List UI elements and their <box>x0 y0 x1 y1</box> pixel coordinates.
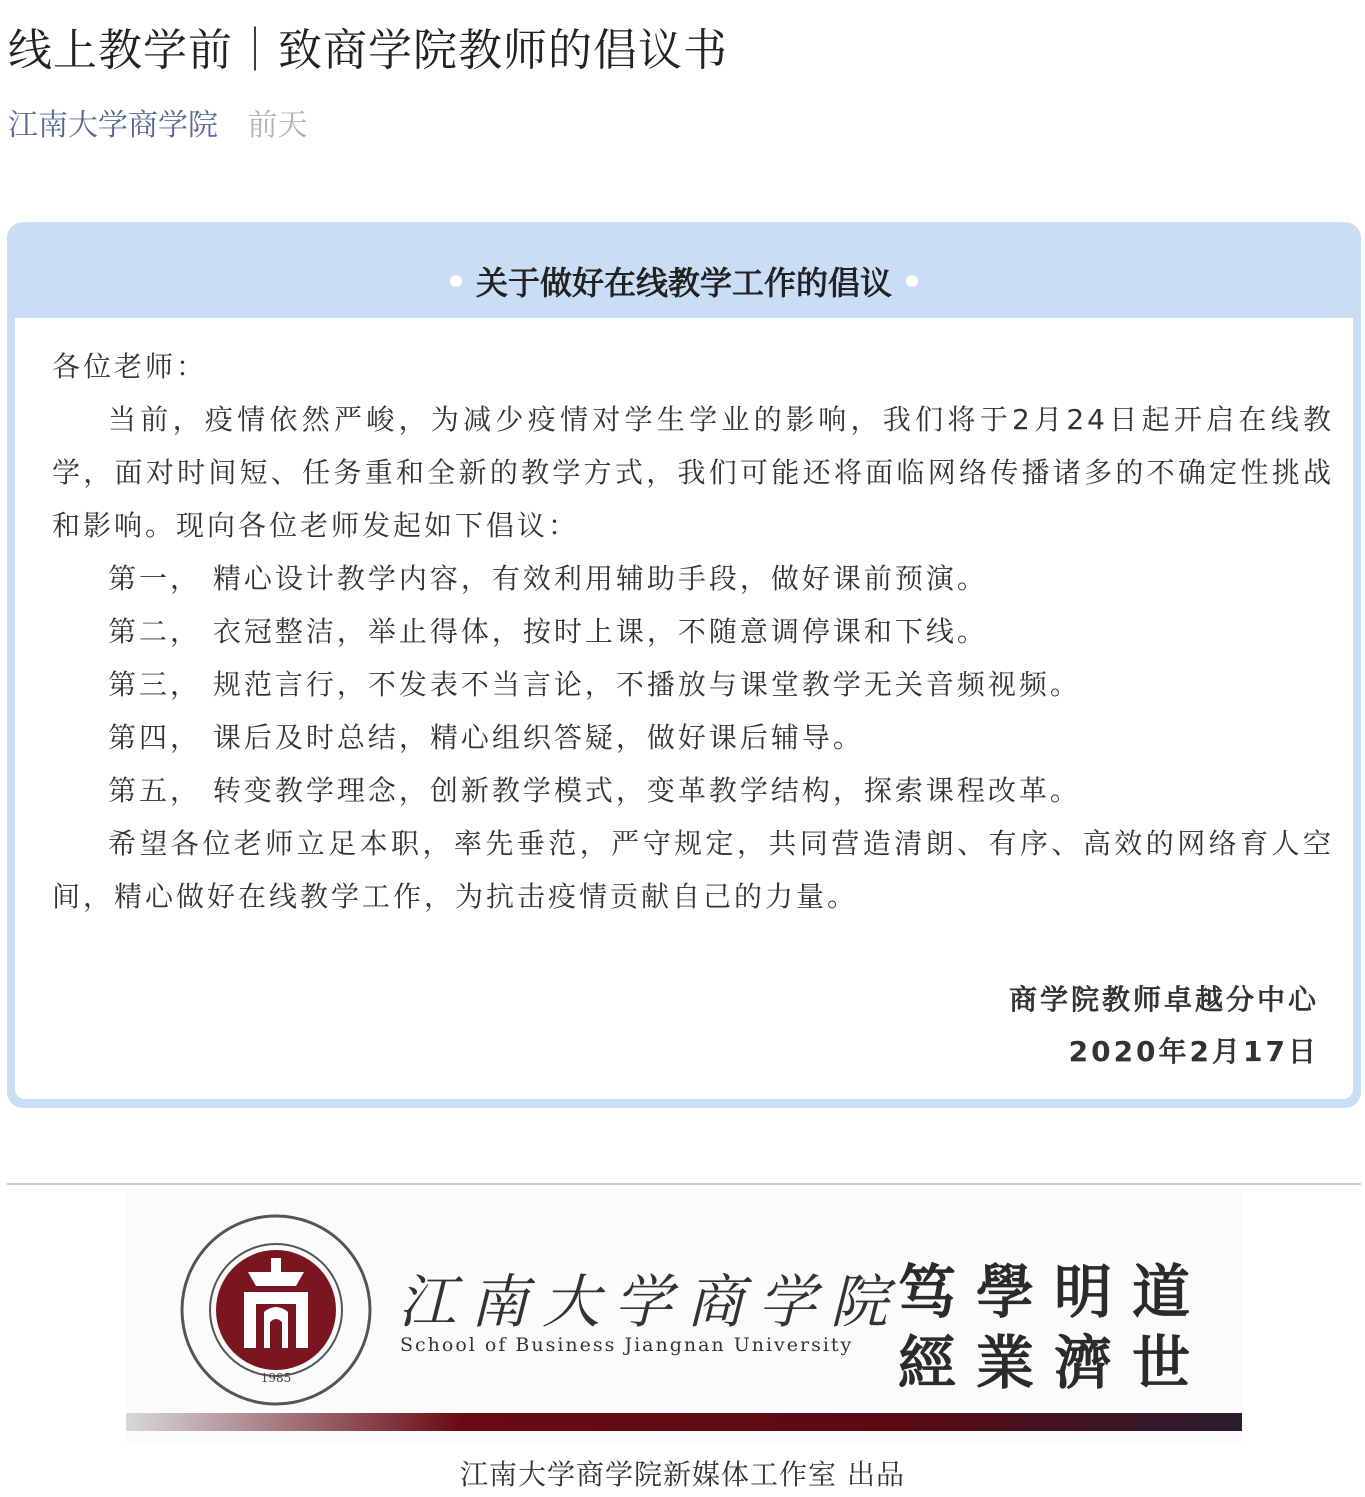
intro-paragraph: 当前，疫情依然严峻，为减少疫情对学生学业的影响，我们将于2月24日起开启在线教学，面对时间短、任务重和全新的教学方式，我们可能还将面临网络传播诸多的不确定性挑战和影响。现向各位老师发起如下倡议： <box>52 403 1334 542</box>
card-heading-text: 关于做好在线教学工作的倡议 <box>475 264 892 302</box>
motto-line-2: 經業濟世 <box>898 1329 1211 1397</box>
publish-date: 前天 <box>247 108 308 143</box>
list-item: 第五， 转变教学理念，创新教学模式，变革教学结构，探索课程改革。 <box>108 774 1081 807</box>
motto-line-1: 笃學明道 <box>898 1258 1211 1326</box>
footer-credit: 江南大学商学院新媒体工作室 出品 <box>460 1458 905 1491</box>
school-name-cn: 江南大学商学院 <box>398 1268 903 1336</box>
banner-bar <box>126 1413 1242 1431</box>
card-body <box>15 318 1353 1099</box>
article-title: 线上教学前｜致商学院教师的倡议书 <box>8 25 728 76</box>
card-heading <box>7 258 1361 304</box>
school-name-en: School of Business Jiangnan University <box>400 1334 854 1356</box>
bullet-dot-icon <box>450 275 462 287</box>
list-item: 第二， 衣冠整洁，举止得体，按时上课，不随意调停课和下线。 <box>108 615 988 648</box>
bullet-dot-icon <box>906 275 918 287</box>
signature-date: 2020年2月17日 <box>1068 1035 1319 1068</box>
signature: 商学院教师卓越分中心 <box>1008 983 1319 1016</box>
list-item: 第四， 课后及时总结，精心组织答疑，做好课后辅导。 <box>108 721 864 754</box>
closing-paragraph: 希望各位老师立足本职，率先垂范，严守规定，共同营造清朗、有序、高效的网络育人空间，精心做好在线教学工作，为抗击疫情贡献自己的力量。 <box>52 827 1334 913</box>
list-item: 第一， 精心设计教学内容，有效利用辅助手段，做好课前预演。 <box>108 562 988 595</box>
article-meta <box>8 100 308 144</box>
divider <box>7 1183 1361 1185</box>
card-header <box>7 222 1361 318</box>
greeting: 各位老师： <box>52 350 208 383</box>
seal-year: 1985 <box>260 1371 292 1385</box>
list-item: 第三， 规范言行，不发表不当言论，不播放与课堂教学无关音频视频。 <box>108 668 1081 701</box>
school-seal-icon <box>178 1212 374 1408</box>
proposal-card <box>7 222 1361 1108</box>
author-link[interactable]: 江南大学商学院 <box>8 108 218 143</box>
